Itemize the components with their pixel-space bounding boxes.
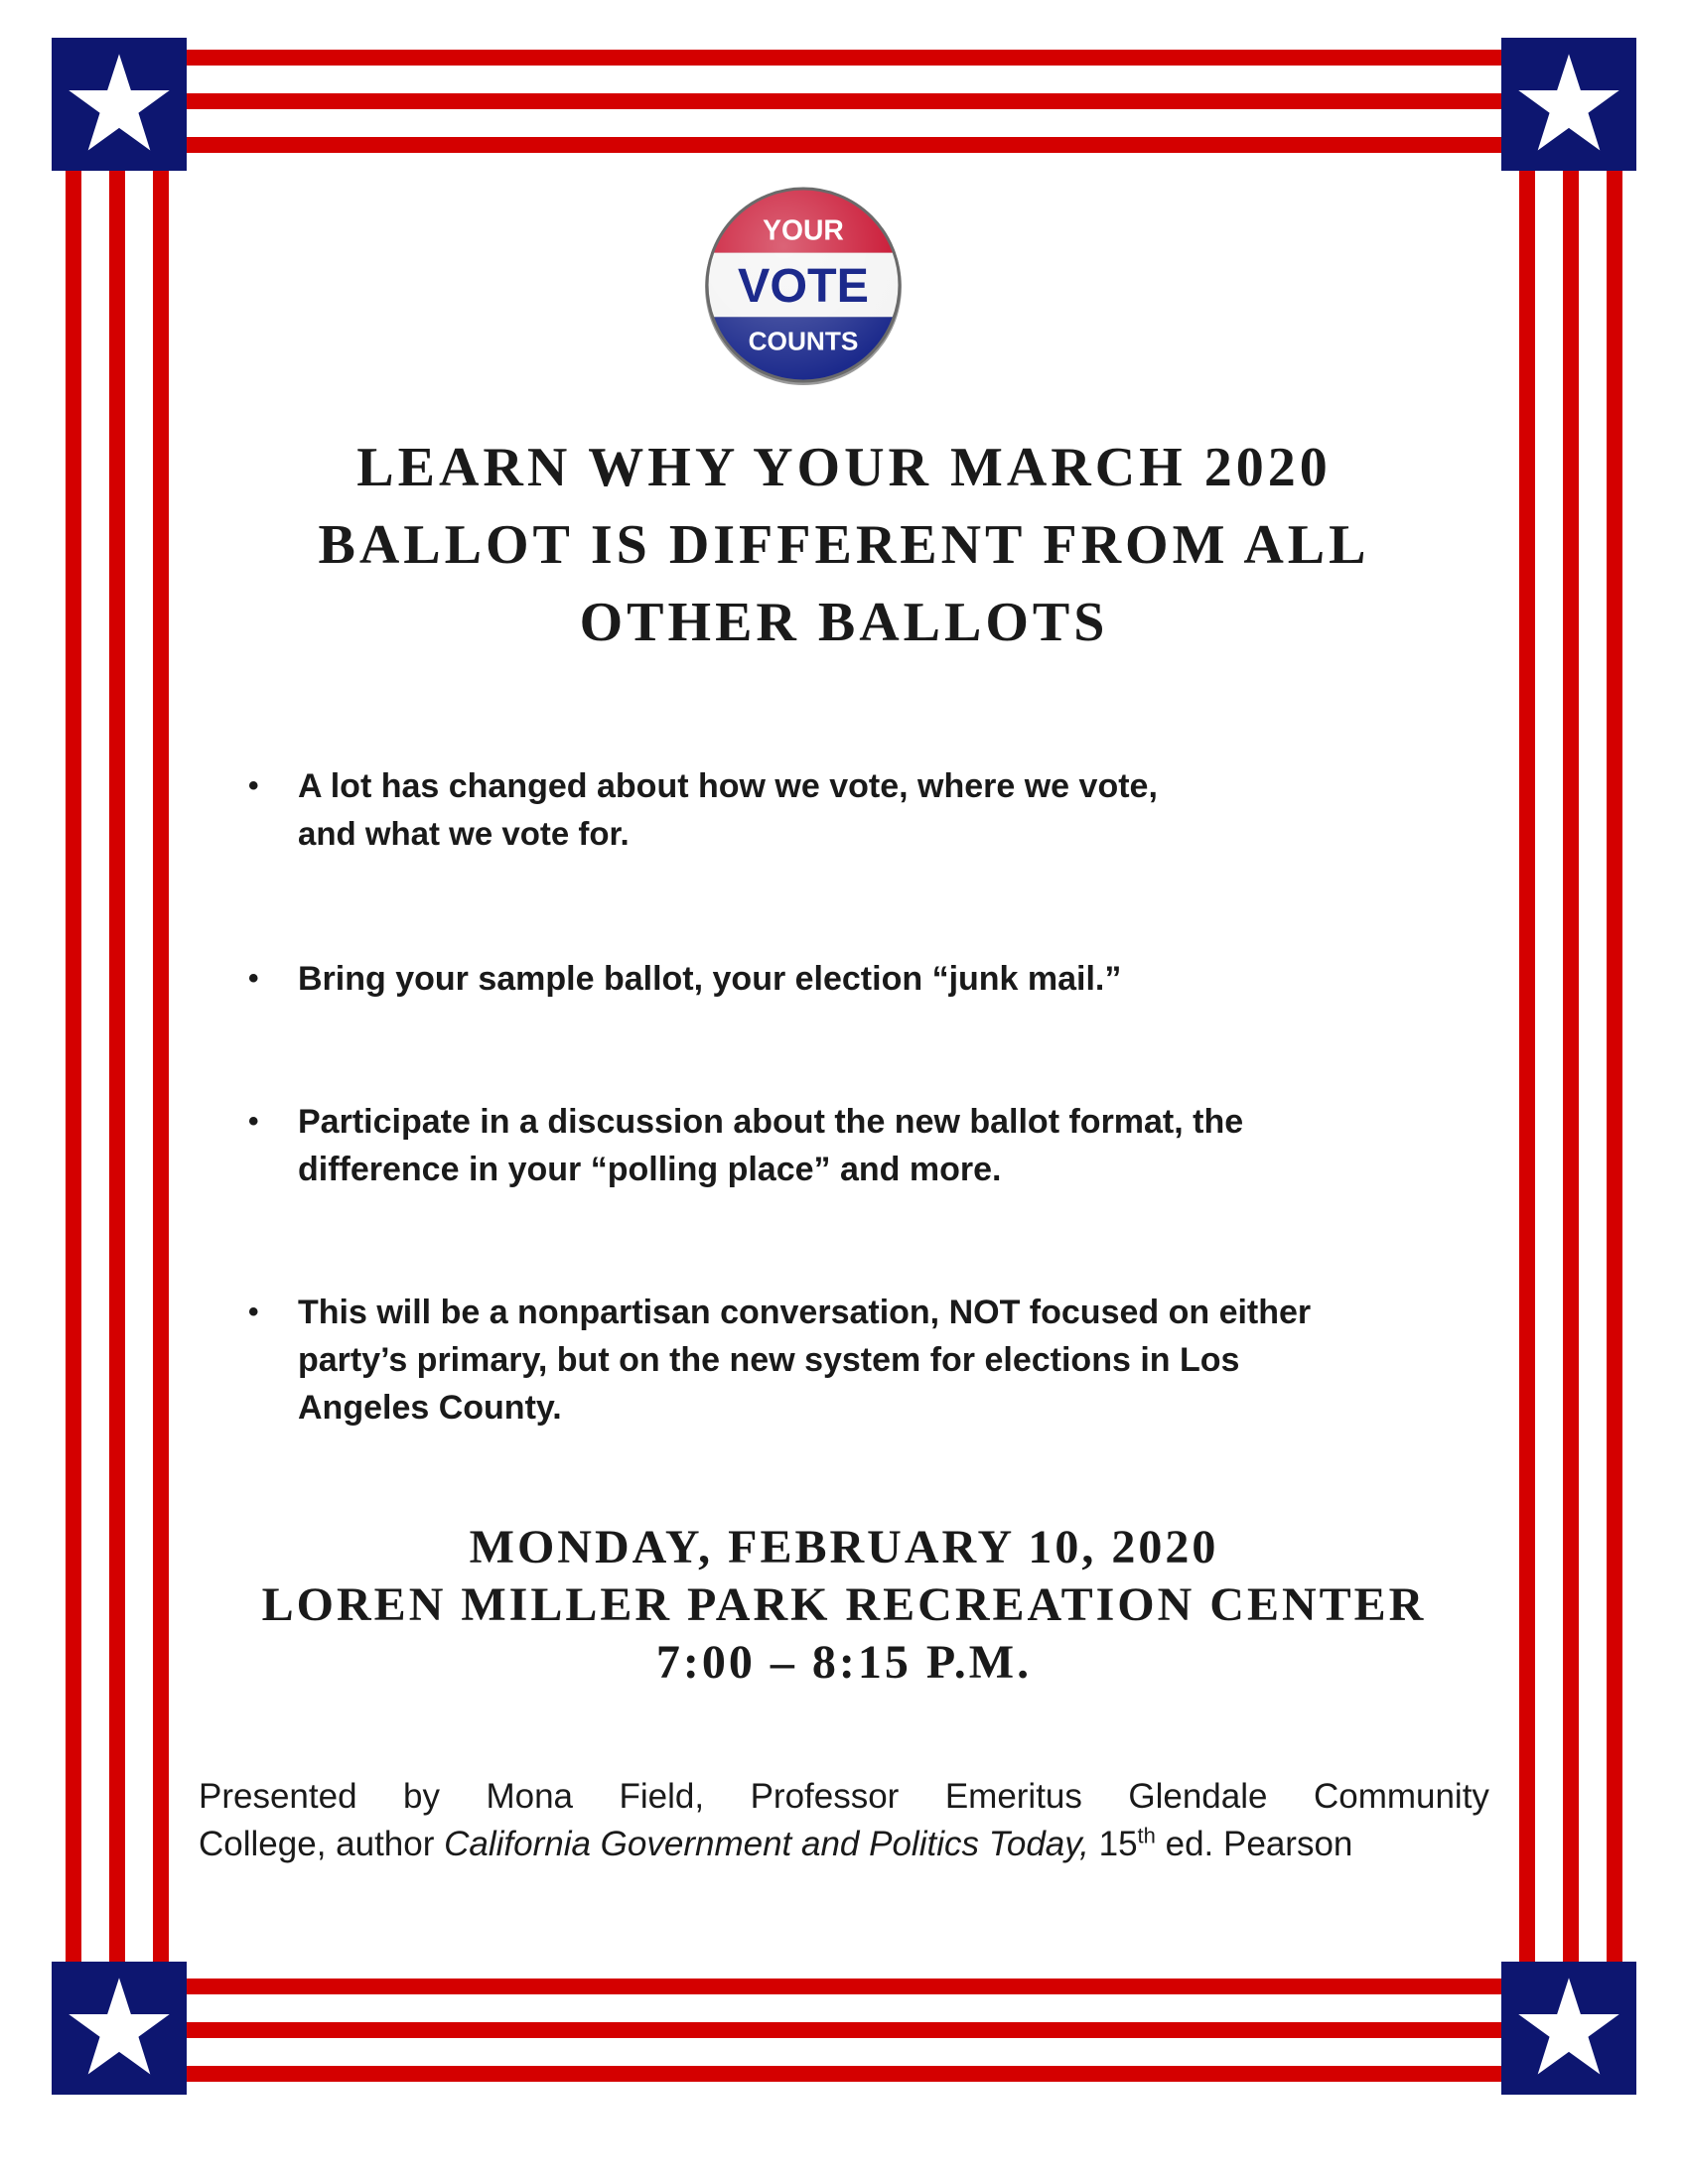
star-icon (1515, 50, 1622, 157)
book-title: California Government and Politics Today, (444, 1825, 1089, 1863)
event-time: 7:00 – 8:15 P.M. (655, 1636, 1033, 1689)
bottom-border-stripe (187, 1979, 1501, 1994)
badge-top-word: YOUR (763, 213, 844, 246)
presenter-word: Mona (486, 1777, 574, 1816)
star-icon (66, 50, 173, 157)
bullet-line: A lot has changed about how we vote, where we vote, (298, 767, 1158, 805)
badge-bottom-word: COUNTS (748, 326, 859, 356)
star-icon (66, 1974, 173, 2081)
right-border-stripe (1607, 171, 1622, 1966)
bullet-dot: • (248, 1105, 259, 1138)
presenter-word: by (403, 1777, 440, 1816)
top-border-stripe (187, 50, 1501, 66)
presenter-word: Presented (199, 1777, 357, 1816)
event-date: MONDAY, FEBRUARY 10, 2020 (469, 1521, 1219, 1573)
right-border-stripe (1563, 171, 1579, 1966)
bullet-line: This will be a nonpartisan conversation, NOT focused on either (298, 1294, 1312, 1331)
corner-top-left (52, 38, 187, 171)
badge-middle-word: VOTE (738, 259, 869, 314)
bullet-line: party’s primary, but on the new system for elections in Los (298, 1341, 1240, 1379)
bullet-line: Bring your sample ballot, your election “junk mail.” (298, 960, 1122, 998)
presenter-prefix: College, author (199, 1825, 445, 1863)
top-border-stripe (187, 137, 1501, 153)
publisher: ed. Pearson (1155, 1825, 1353, 1863)
presenter-credit (199, 1773, 1489, 1868)
presenter-word: Field, (619, 1777, 705, 1816)
left-border-stripe (153, 171, 169, 1966)
bullet-text (298, 1289, 1489, 1432)
title-line: OTHER BALLOTS (579, 592, 1109, 653)
bottom-border-stripe (187, 2066, 1501, 2082)
title-line: LEARN WHY YOUR MARCH 2020 (356, 437, 1332, 498)
corner-top-right (1501, 38, 1636, 171)
corner-bottom-left (52, 1962, 187, 2095)
top-border-stripe (187, 93, 1501, 109)
bullet-line: difference in your “polling place” and more. (298, 1151, 1002, 1188)
corner-bottom-right (1501, 1962, 1636, 2095)
edition-number: 15 (1088, 1825, 1138, 1863)
bullet-dot: • (248, 769, 259, 802)
presenter-line-2 (199, 1821, 1489, 1868)
bullet-text (298, 762, 1489, 858)
bullet-line: and what we vote for. (298, 815, 630, 852)
star-icon (1515, 1974, 1622, 2081)
bullet-line: Angeles County. (298, 1389, 562, 1427)
presenter-line-1 (199, 1773, 1489, 1821)
presenter-word: Professor (750, 1777, 900, 1816)
presenter-word: Community (1313, 1777, 1489, 1816)
bottom-border-stripe (187, 2022, 1501, 2038)
flyer-title (228, 429, 1460, 661)
bullet-dot: • (248, 962, 259, 995)
presenter-word: Glendale (1128, 1777, 1268, 1816)
title-line: BALLOT IS DIFFERENT FROM ALL (318, 514, 1370, 576)
event-location: LOREN MILLER PARK RECREATION CENTER (261, 1578, 1427, 1631)
bullet-dot: • (248, 1296, 259, 1328)
edition-suffix: th (1137, 1823, 1156, 1848)
right-border-stripe (1519, 171, 1535, 1966)
left-border-stripe (66, 171, 81, 1966)
bullet-line: Participate in a discussion about the new ballot format, the (298, 1103, 1244, 1141)
bullet-text (298, 955, 1489, 1003)
left-border-stripe (109, 171, 125, 1966)
presenter-word: Emeritus (944, 1777, 1082, 1816)
bullet-text (298, 1098, 1489, 1193)
event-details (199, 1519, 1489, 1692)
your-vote-counts-badge (703, 185, 904, 385)
